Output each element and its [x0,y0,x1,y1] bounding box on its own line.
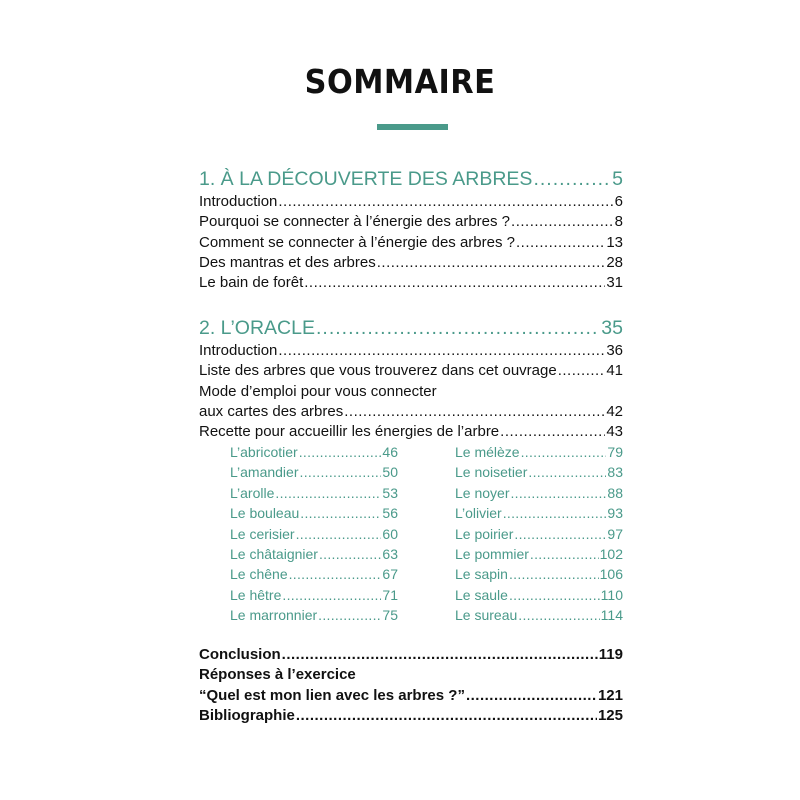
toc-entry-page: 121 [597,686,623,704]
tree-entry-page: 53 [382,484,398,501]
tree-entry-label: Le marronnier [230,607,318,624]
tree-entry[interactable] [230,605,398,625]
toc-entry-label: Recette pour accueillir les énergies de l’arbre [199,423,500,441]
leader-dots [344,402,605,422]
toc-entry[interactable] [199,253,623,273]
tree-entry-page: 71 [382,586,398,603]
tree-entry-label: Le mélèze [455,444,520,460]
tree-entry[interactable] [230,462,398,482]
leader-dots [509,585,600,605]
tree-entry-page: 79 [607,444,623,460]
leader-dots [318,605,381,625]
toc-entry-label: Introduction [199,342,278,359]
tree-entry-label: Le bouleau [230,505,300,522]
toc-entry[interactable] [199,402,623,422]
toc-entry-label: Liste des arbres que vous trouverez dans cet ouvrage [199,362,557,380]
section-1-heading[interactable] [199,166,623,192]
toc-entry[interactable] [199,273,623,293]
toc-entry[interactable] [199,422,623,442]
leader-dots [500,422,605,442]
toc-entry[interactable] [199,341,623,361]
leader-dots [533,166,611,192]
leader-dots [511,212,614,232]
leader-dots [275,483,381,503]
tree-entry[interactable] [455,564,623,584]
leader-dots [299,442,382,462]
toc-entry[interactable] [199,382,623,402]
leader-dots [316,315,600,341]
toc-entry-label: aux cartes des arbres [199,402,344,420]
toc-entry-page: 36 [606,342,623,359]
tree-entry-page: 97 [607,525,623,542]
tree-entry-page: 106 [599,566,623,583]
toc-entry-label: Mode d’emploi pour vous connecter [199,382,437,400]
leader-dots [289,564,382,584]
leader-dots [377,253,606,273]
toc-entry-page: 13 [606,233,623,251]
tree-entry[interactable] [455,462,623,482]
leader-dots [558,361,606,381]
tree-entry-label: Le saule [455,586,508,603]
tree-entry[interactable] [455,544,623,564]
tree-entry-page: 60 [382,525,398,542]
tree-entry-label: L’abricotier [230,444,298,460]
section-1 [199,166,623,293]
closing-section [199,645,623,726]
tree-entry-label: Le noisetier [455,464,528,481]
page-title: SOMMAIRE [304,62,496,101]
section-2-heading-label: 2. L’ORACLE [199,317,315,339]
toc-entry-label: Bibliographie [199,706,295,724]
tree-list-right-column [455,442,623,626]
toc-entry[interactable] [199,192,623,212]
toc-entry-exercise[interactable] [199,686,623,706]
toc-entry-page: 119 [598,646,623,663]
tree-entry-page: 102 [599,545,623,562]
leader-dots [304,273,605,293]
tree-entry[interactable] [230,544,398,564]
toc-entry-page: 8 [614,213,623,231]
tree-entry-label: Le sureau [455,607,518,624]
leader-dots [466,686,597,706]
leader-dots [530,544,599,564]
leader-dots [518,605,599,625]
toc-entry-label: Des mantras et des arbres [199,253,376,271]
leader-dots [296,524,382,544]
leader-dots [516,233,605,253]
tree-entry-page: 83 [607,464,623,481]
tree-entry-page: 56 [382,505,398,522]
tree-entry-page: 50 [382,464,398,481]
tree-entry[interactable] [455,524,623,544]
toc-entry-label: Comment se connecter à l’énergie des arbres ? [199,233,515,251]
tree-entry-page: 114 [600,607,623,624]
tree-entry-page: 63 [382,545,398,562]
toc-entry-page: 42 [606,402,623,420]
tree-entry[interactable] [455,442,623,462]
section-2 [199,315,623,442]
toc-entry-conclusion[interactable] [199,645,623,665]
tree-list-left-column [230,442,398,626]
leader-dots [300,503,381,523]
tree-entry[interactable] [230,564,398,584]
tree-entry-page: 88 [607,484,623,501]
section-2-heading-page: 35 [601,317,623,339]
title-underline [377,124,448,130]
tree-entry[interactable] [455,605,623,625]
leader-dots [319,544,381,564]
toc-entry-answers[interactable] [199,665,623,685]
toc-entry-label: “Quel est mon lien avec les arbres ?” [199,686,465,704]
toc-entry-page: 43 [606,423,623,441]
tree-entry-label: Le cerisier [230,525,295,542]
tree-entry-page: 67 [382,566,398,583]
tree-entry-page: 93 [607,505,623,522]
tree-entry[interactable] [455,483,623,503]
leader-dots [278,192,613,212]
tree-entry-label: L’arolle [230,484,275,501]
toc-entry[interactable] [199,361,623,381]
section-2-heading[interactable] [199,315,623,341]
section-1-heading-page: 5 [612,168,623,190]
tree-entry[interactable] [230,442,398,462]
tree-entry-label: L’olivier [455,505,502,522]
toc-entry[interactable] [199,233,623,253]
toc-entry[interactable] [199,212,623,232]
tree-entry-page: 110 [600,586,623,603]
tree-entry-label: Le pommier [455,545,529,562]
toc-entry-page: 125 [597,706,623,724]
toc-entry-label: Pourquoi se connecter à l’énergie des arbres ? [199,213,511,231]
toc-entry-label: Introduction [199,193,278,210]
tree-entry-label: Le noyer [455,484,510,501]
toc-entry-page: 28 [606,253,623,271]
tree-entry-label: Le hêtre [230,586,282,603]
tree-entry[interactable] [455,585,623,605]
tree-list [230,442,623,626]
tree-entry[interactable] [455,503,623,523]
toc-entry-page: 6 [614,193,623,210]
leader-dots [503,503,607,523]
tree-entry-label: Le poirier [455,525,514,542]
tree-entry[interactable] [230,585,398,605]
toc-entry-label: Conclusion [199,646,281,663]
leader-dots [282,585,381,605]
toc-entry-bibliography[interactable] [199,706,623,726]
tree-entry-label: L’amandier [230,464,299,481]
leader-dots [278,341,605,361]
toc-entry-label: Réponses à l’exercice [199,666,356,684]
toc-entry-page: 31 [606,274,623,292]
tree-entry[interactable] [230,503,398,523]
leader-dots [282,645,598,665]
tree-entry-page: 46 [382,444,398,460]
toc-entry-label: Le bain de forêt [199,274,304,292]
tree-entry-label: Le chêne [230,566,288,583]
leader-dots [300,462,382,482]
leader-dots [514,524,606,544]
leader-dots [521,442,607,462]
leader-dots [528,462,606,482]
leader-dots [296,706,597,726]
tree-entry[interactable] [230,524,398,544]
toc-entry-page: 41 [606,362,623,380]
leader-dots [509,564,599,584]
tree-entry-label: Le châtaignier [230,545,318,562]
tree-entry-label: Le sapin [455,566,508,583]
tree-entry-page: 75 [382,607,398,624]
leader-dots [510,483,606,503]
tree-entry[interactable] [230,483,398,503]
section-1-heading-label: 1. À LA DÉCOUVERTE DES ARBRES [199,168,533,190]
